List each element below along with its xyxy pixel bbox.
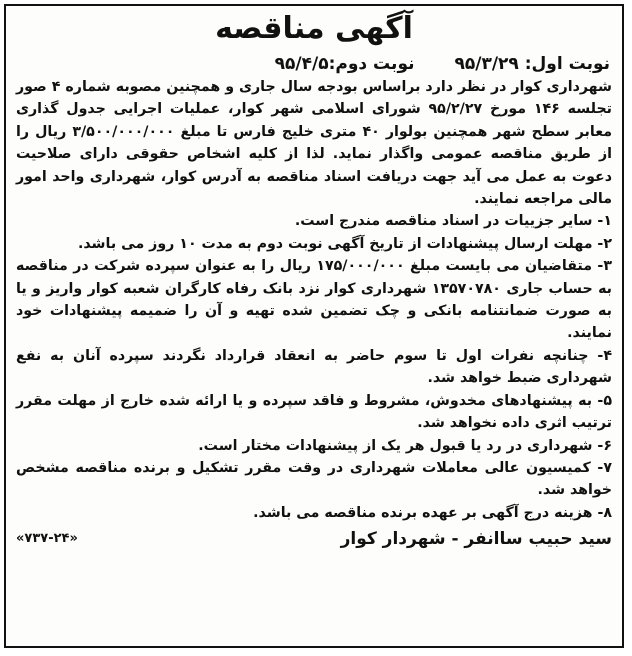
condition-item-5: ۵- به پیشنهادهای مخدوش، مشروط و فاقد سپرده و یا ارائه شده خارج از مهلت مقرر ترتیب اثری داده نخواهد شد.: [16, 392, 612, 432]
condition-item-4: ۴- چنانچه نفرات اول تا سوم حاضر به انعقاد قرارداد نگردند سپرده آنان به نفع شهرداری ضبط خواهد شد.: [16, 347, 612, 387]
ad-code: «۷۳۷-۲۴»: [16, 531, 78, 547]
condition-item-2: ۲- مهلت ارسال پیشنهادات از تاریخ آگهی نوبت دوم به مدت ۱۰ روز می باشد.: [77, 235, 612, 252]
notice-frame: [4, 4, 624, 648]
signer-name: سید حبیب ساانفر - شهردار کوار: [340, 529, 612, 550]
intro-paragraph: شهرداری کوار در نظر دارد براساس بودجه سال جاری و همچنین مصوبه شماره ۴ صور تجلسه ۱۴۶ مورخ ۹۵/۲/۲۷ شورای اسلامی شهر کوار، عملیات اجرایی جدول گذاری معابر سطح شهر همچنین بولوار ۴۰ متری خلیج فارس تا مبلغ ۳/۵۰۰/۰۰۰/۰۰۰ ریال را از طریق مناقصه عمومی واگذار نماید. لذا از کلیه اشخاص حقوقی دارای صلاحیت دعوت به عمل می آید جهت دریافت اسناد مناقصه به آدرس کوار، شهرداری واحد امور مالی مراجعه نمایند.: [16, 79, 613, 208]
publication-dates: [16, 52, 612, 76]
condition-item-8: ۸- هزینه درج آگهی بر عهده برنده مناقصه می باشد.: [253, 504, 612, 521]
condition-item-3: ۳- متقاضیان می بایست مبلغ ۱۷۵/۰۰۰/۰۰۰ ریال را به عنوان سپرده شرکت در مناقصه به حساب جاری ۱۳۵۷۰۷۸۰ شهرداری کوار نزد بانک رفاه کارگران شعبه کوار واریز و یا به صورت ضمانتنامه بانکی و چک تضمین شده تهیه و آن را ضمیمه پیشنهادات خود نمایند.: [16, 258, 612, 342]
second-round-date: نوبت دوم:۹۵/۴/۵: [274, 54, 415, 74]
notice-footer: [16, 526, 612, 552]
first-round-date: نوبت اول: ۹۵/۳/۲۹: [454, 54, 610, 74]
notice-body: [16, 10, 612, 552]
condition-item-7: ۷- کمیسیون عالی معاملات شهرداری در وقت مقرر تشکیل و برنده مناقصه مشخص خواهد شد.: [16, 459, 612, 499]
condition-item-6: ۶- شهرداری در رد یا قبول هر یک از پیشنهادات مختار است.: [198, 437, 612, 454]
condition-item-1: ۱- سایر جزییات در اسناد مناقصه مندرج است.: [294, 213, 612, 230]
notice-title: آگهی مناقصه: [215, 11, 413, 46]
